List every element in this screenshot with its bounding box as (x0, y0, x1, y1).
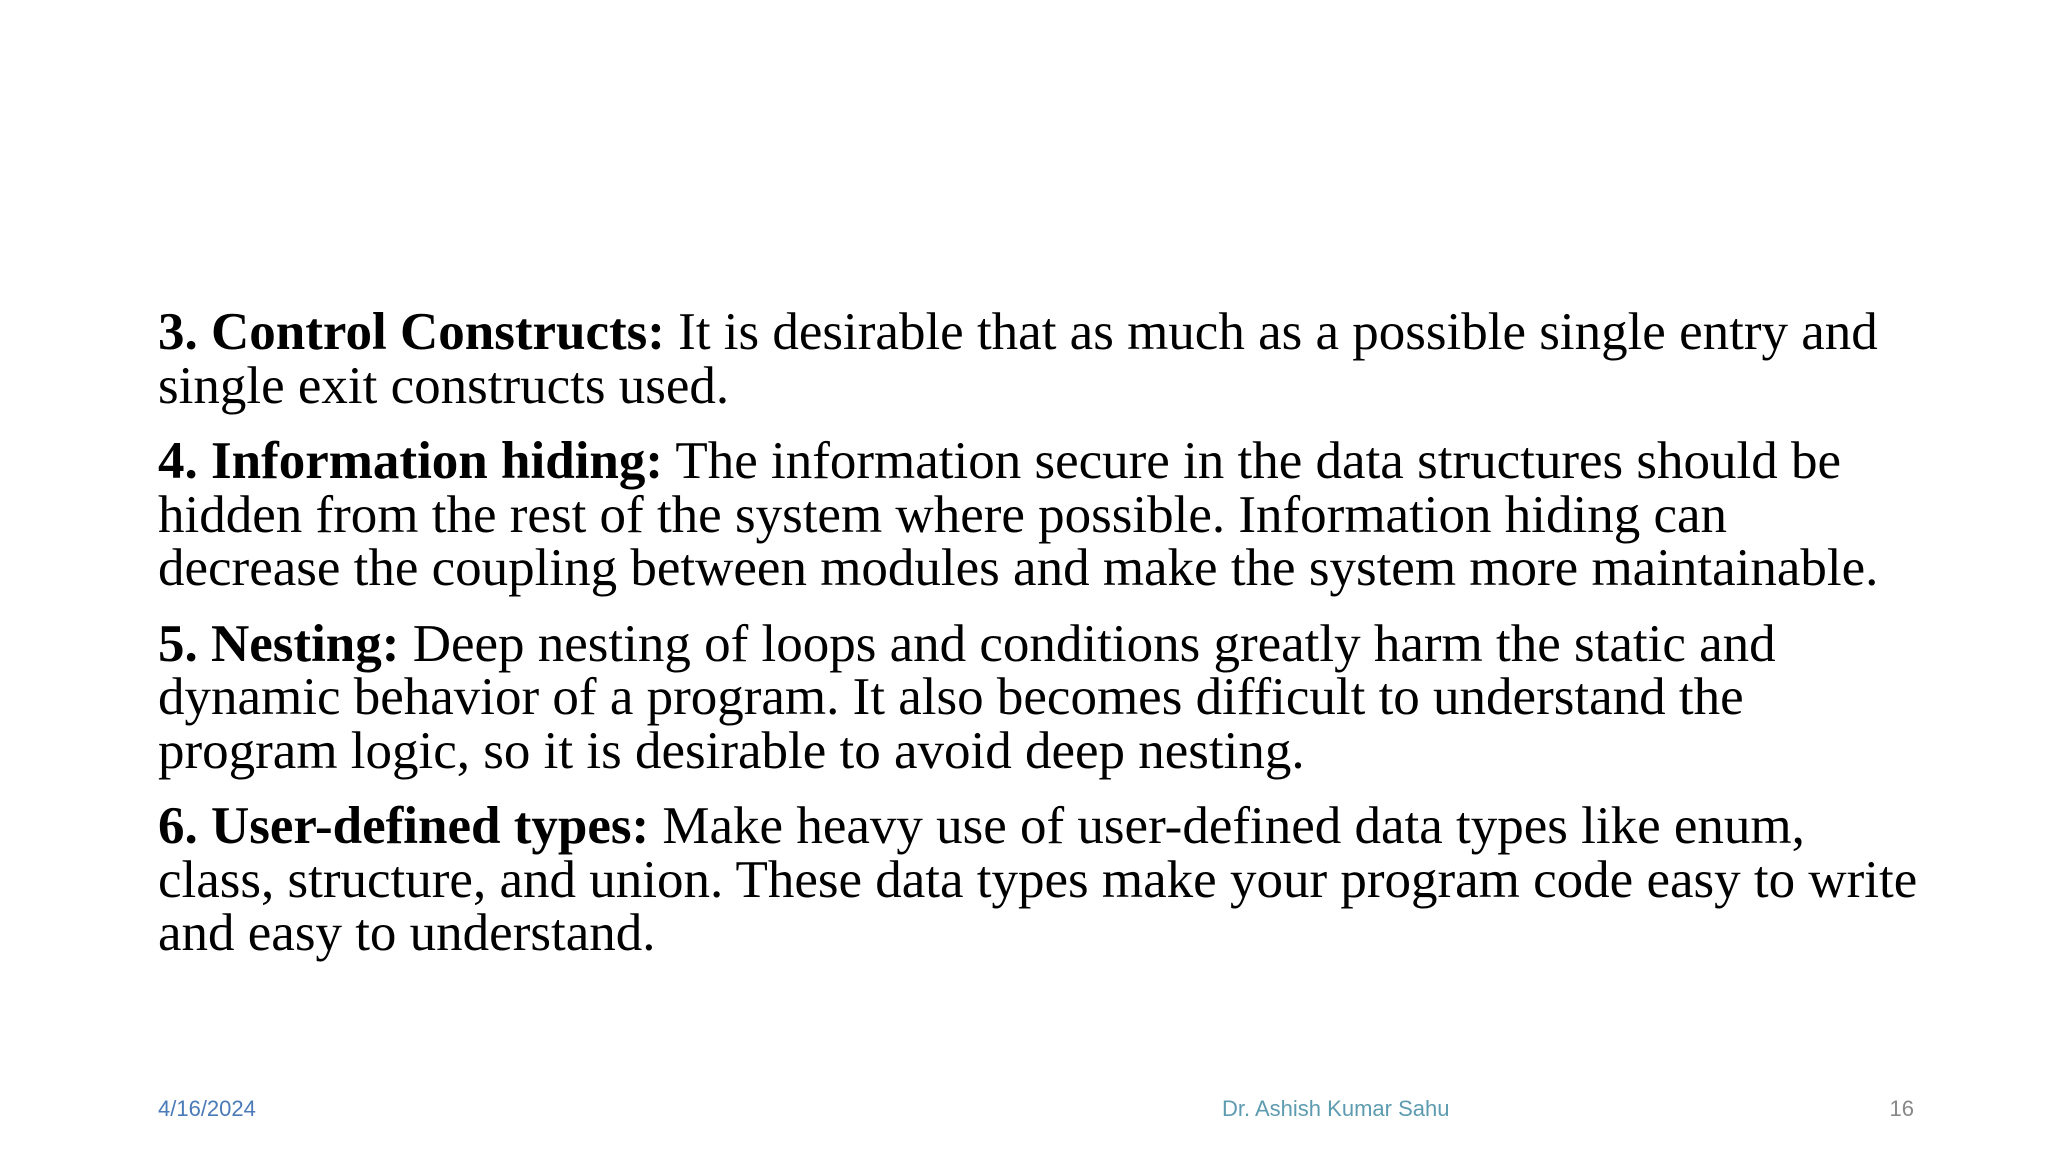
footer-page-number: 16 (1889, 1096, 1914, 1121)
footer-date: 4/16/2024 (158, 1096, 256, 1121)
point-heading: 4. Information hiding: (158, 432, 664, 490)
point-heading: 5. Nesting: (158, 614, 400, 673)
point-text: Make heavy use of user-defined data types like enum, class, structure, and union. These data types make your program code easy to write and easy to understand. (158, 797, 1918, 962)
footer-author: Dr. Ashish Kumar Sahu (1222, 1096, 1450, 1121)
point-text: The information secure in the data structures should be hidden from the rest of the system where possible. Information hiding can decrease the coupling between modules and make the system more maintainable. (158, 432, 1879, 597)
point-user-defined-types (158, 797, 1918, 962)
point-text: Deep nesting of loops and conditions greatly harm the static and dynamic behavior of a program. It also becomes difficult to understand the program logic, so it is desirable to avoid deep nesting. (158, 614, 1776, 780)
point-heading: 6. User-defined types: (158, 797, 650, 855)
point-text: It is desirable that as much as a possible single entry and single exit constructs used. (158, 303, 1878, 415)
point-information-hiding (158, 432, 1918, 597)
point-control-constructs (158, 303, 1918, 415)
slide-body (158, 303, 1918, 983)
point-heading: 3. Control Constructs: (158, 303, 665, 361)
point-nesting (158, 614, 1918, 780)
